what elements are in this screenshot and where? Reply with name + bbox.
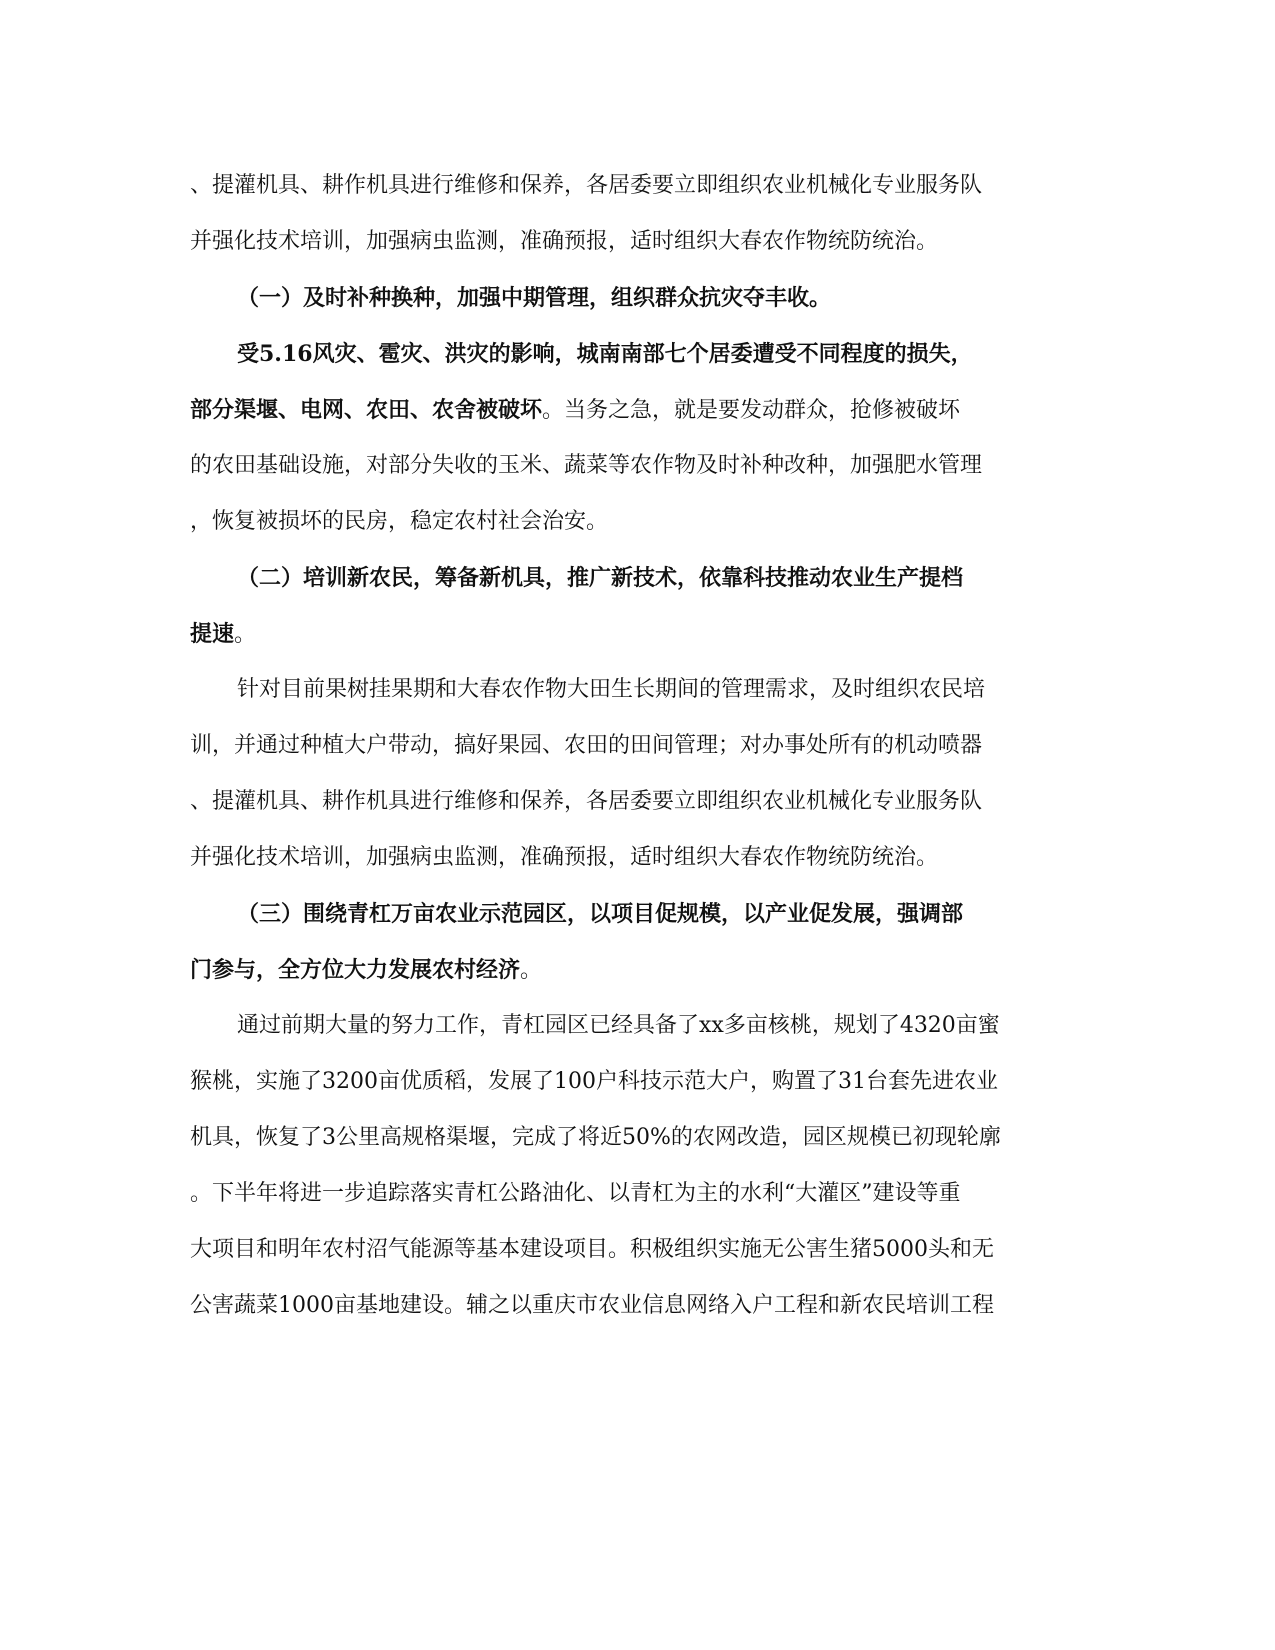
paragraph-line: 、提灌机具、耕作机具进行维修和保养，各居委要立即组织农业机械化专业服务队: [190, 173, 983, 198]
text-run: 。: [520, 958, 543, 983]
paragraph-line: 并强化技术培训，加强病虫监测，准确预报，适时组织大春农作物统防统治。: [190, 845, 939, 870]
paragraph-line: 猴桃，实施了3200亩优质稻，发展了100户科技示范大户，购置了31台套先进农业: [190, 1069, 998, 1094]
bold-text-run: 提速: [190, 621, 235, 647]
section-heading-3-continued: [190, 950, 1095, 990]
section-heading-2-continued: [190, 614, 1095, 654]
paragraph-line: ，恢复被损坏的民房，稳定农村社会治安。: [190, 509, 609, 534]
paragraph-line: 受5.16风灾、雹灾、洪灾的影响，城南南部七个居委遭受不同程度的损失，: [237, 341, 973, 367]
paragraph-line: 并强化技术培训，加强病虫监测，准确预报，适时组织大春农作物统防统治。: [190, 229, 939, 254]
paragraph-line: 大项目和明年农村沼气能源等基本建设项目。积极组织实施无公害生猪5000头和无: [190, 1237, 994, 1262]
paragraph-line: 的农田基础设施，对部分失收的玉米、蔬菜等农作物及时补种改种，加强肥水管理: [190, 453, 983, 478]
text-run: 。当务之急，就是要发动群众，抢修被破坏: [542, 398, 961, 423]
bold-text-run: 门参与，全方位大力发展农村经济: [190, 957, 521, 983]
bold-text-run: 部分渠堰、电网、农田、农舍被破坏: [190, 397, 543, 423]
section-heading-2: （二）培训新农民，筹备新机具，推广新技术，依靠科技推动农业生产提档: [237, 565, 964, 591]
paragraph-line: 。下半年将进一步追踪落实青杠公路油化、以青杠为主的水利“大灌区”建设等重: [190, 1181, 961, 1206]
paragraph-line-mixed: [190, 390, 1095, 430]
paragraph-line: 针对目前果树挂果期和大春农作物大田生长期间的管理需求，及时组织农民培: [237, 677, 986, 702]
text-run: 。: [234, 622, 257, 647]
paragraph-line: 训，并通过种植大户带动，搞好果园、农田的田间管理；对办事处所有的机动喷器: [190, 733, 983, 758]
section-heading-1: （一）及时补种换种，加强中期管理，组织群众抗灾夺丰收。: [237, 285, 832, 311]
paragraph-line: 通过前期大量的努力工作，青杠园区已经具备了xx多亩核桃，规划了4320亩蜜: [237, 1013, 1000, 1038]
paragraph-line: 公害蔬菜1000亩基地建设。辅之以重庆市农业信息网络入户工程和新农民培训工程: [190, 1293, 994, 1318]
paragraph-line: 机具，恢复了3公里高规格渠堰，完成了将近50%的农网改造，园区规模已初现轮廓: [190, 1125, 1001, 1150]
section-heading-3: （三）围绕青杠万亩农业示范园区，以项目促规模，以产业促发展，强调部: [237, 901, 964, 927]
paragraph-line: 、提灌机具、耕作机具进行维修和保养，各居委要立即组织农业机械化专业服务队: [190, 789, 983, 814]
